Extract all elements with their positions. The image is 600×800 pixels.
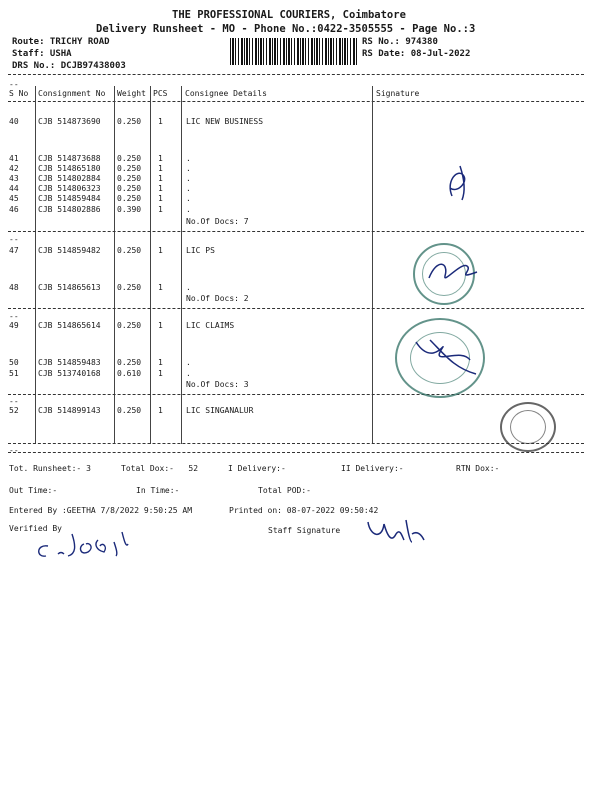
pcs: 1 [158,174,163,183]
col-header-signature: Signature [376,89,420,98]
barcode-image [230,38,357,65]
sno: 49 [9,321,19,330]
staff-signature [362,514,432,550]
weight: 0.610 [117,369,142,378]
total-pod: Total POD:- [258,486,311,495]
divider [8,443,584,444]
consignee: LIC SINGANALUR [186,406,254,415]
runsheet-subtitle: Delivery Runsheet - MO - Phone No.:0422-3505555 - Page No.:3 [96,23,476,35]
consignee: . [186,164,191,173]
i-delivery: I Delivery:- [228,464,286,473]
entered-by: Entered By :GEETHA 7/8/2022 9:50:25 AM [9,506,193,515]
consignment-no: CJB 514806323 [38,184,101,193]
rtn-dox: RTN Dox:- [456,464,500,473]
delivery-stamp-ring [510,410,546,444]
pcs: 1 [158,164,163,173]
rs-date: RS Date: 08-Jul-2022 [362,49,471,59]
consignment-no: CJB 514802886 [38,205,101,214]
pcs: 1 [158,246,163,255]
consignee: . [186,174,191,183]
signature-mark-2 [425,250,485,290]
group-mark: -- [9,80,19,89]
pcs: 1 [158,358,163,367]
consignee: . [186,184,191,193]
consignee: . [186,358,191,367]
consignment-no: CJB 514865180 [38,164,101,173]
out-time: Out Time:- [9,486,58,495]
printed-on: Printed on: 08-07-2022 09:50:42 [229,506,379,515]
sno: 48 [9,283,19,292]
pcs: 1 [158,154,163,163]
group-mark: -- [9,312,19,321]
consignee: LIC PS [186,246,215,255]
divider [8,101,584,102]
pcs: 1 [158,184,163,193]
table-row [9,117,19,126]
pcs: 1 [158,369,163,378]
sno: 52 [9,406,19,415]
weight: 0.250 [117,321,142,330]
pcs: 1 [158,321,163,330]
weight: 0.250 [117,117,142,126]
weight: 0.250 [117,174,142,183]
col-header-consignee: Consignee Details [185,89,267,98]
consignee: . [186,205,191,214]
consignment-no: CJB 514865613 [38,283,101,292]
consignee: . [186,283,191,292]
weight: 0.250 [117,406,142,415]
consignment-no: CJB 513740168 [38,369,101,378]
consignment-no: CJB 514873690 [38,117,101,126]
sno: 43 [9,174,19,183]
divider [8,394,584,395]
total-dox: Total Dox:- 52 [121,464,199,473]
verified-by-label: Verified By [9,524,62,533]
consignee: . [186,369,191,378]
company-title: THE PROFESSIONAL COURIERS, Coimbatore [172,9,406,21]
pcs: 1 [158,406,163,415]
pcs: 1 [158,283,163,292]
weight: 0.250 [117,358,142,367]
consignment-no: CJB 514802884 [38,174,101,183]
route-label: Route: TRICHY ROAD [12,37,110,47]
group-mark: -- [9,446,19,455]
pcs: 1 [158,205,163,214]
sno: 45 [9,194,19,203]
weight: 0.250 [117,154,142,163]
sno: 41 [9,154,19,163]
column-line [372,86,373,444]
consignee: LIC CLAIMS [186,321,235,330]
divider [8,74,584,75]
verified-by-signature [32,524,132,560]
weight: 0.250 [117,184,142,193]
consignment-no: CJB 514859483 [38,358,101,367]
group-mark: -- [9,397,19,406]
sno: 40 [9,117,19,126]
rs-number: RS No.: 974380 [362,37,438,47]
in-time: In Time:- [136,486,180,495]
sno: 42 [9,164,19,173]
signature-mark-1 [440,160,480,205]
column-line [35,86,36,444]
weight: 0.250 [117,283,142,292]
sno: 47 [9,246,19,255]
ii-delivery: II Delivery:- [341,464,404,473]
doc-count: No.Of Docs: 7 [186,217,249,226]
drs-number: DRS No.: DCJB97438003 [12,61,126,71]
col-header-pcs: PCS [153,89,168,98]
consignment-no: CJB 514899143 [38,406,101,415]
consignment-no: CJB 514873688 [38,154,101,163]
pcs: 1 [158,194,163,203]
consignee: LIC NEW BUSINESS [186,117,264,126]
tot-runsheet: Tot. Runsheet:- 3 [9,464,91,473]
signature-mark-3 [410,330,490,380]
staff-signature-label: Staff Signature [268,526,341,535]
column-line [150,86,151,444]
col-header-sno: S No [9,89,29,98]
weight: 0.250 [117,246,142,255]
column-line [114,86,115,444]
column-line [181,86,182,444]
divider [8,308,584,309]
sno: 44 [9,184,19,193]
consignee: . [186,154,191,163]
doc-count: No.Of Docs: 3 [186,380,249,389]
pcs: 1 [158,117,163,126]
weight: 0.390 [117,205,142,214]
divider [8,452,584,453]
sno: 51 [9,369,19,378]
consignment-no: CJB 514865614 [38,321,101,330]
weight: 0.250 [117,164,142,173]
consignment-no: CJB 514859484 [38,194,101,203]
weight: 0.250 [117,194,142,203]
staff-label: Staff: USHA [12,49,72,59]
doc-count: No.Of Docs: 2 [186,294,249,303]
divider [8,231,584,232]
consignment-no: CJB 514859482 [38,246,101,255]
consignee: . [186,194,191,203]
sno: 46 [9,205,19,214]
col-header-weight: Weight [117,89,146,98]
sno: 50 [9,358,19,367]
col-header-consignment: Consignment No [38,89,106,98]
group-mark: -- [9,235,19,244]
